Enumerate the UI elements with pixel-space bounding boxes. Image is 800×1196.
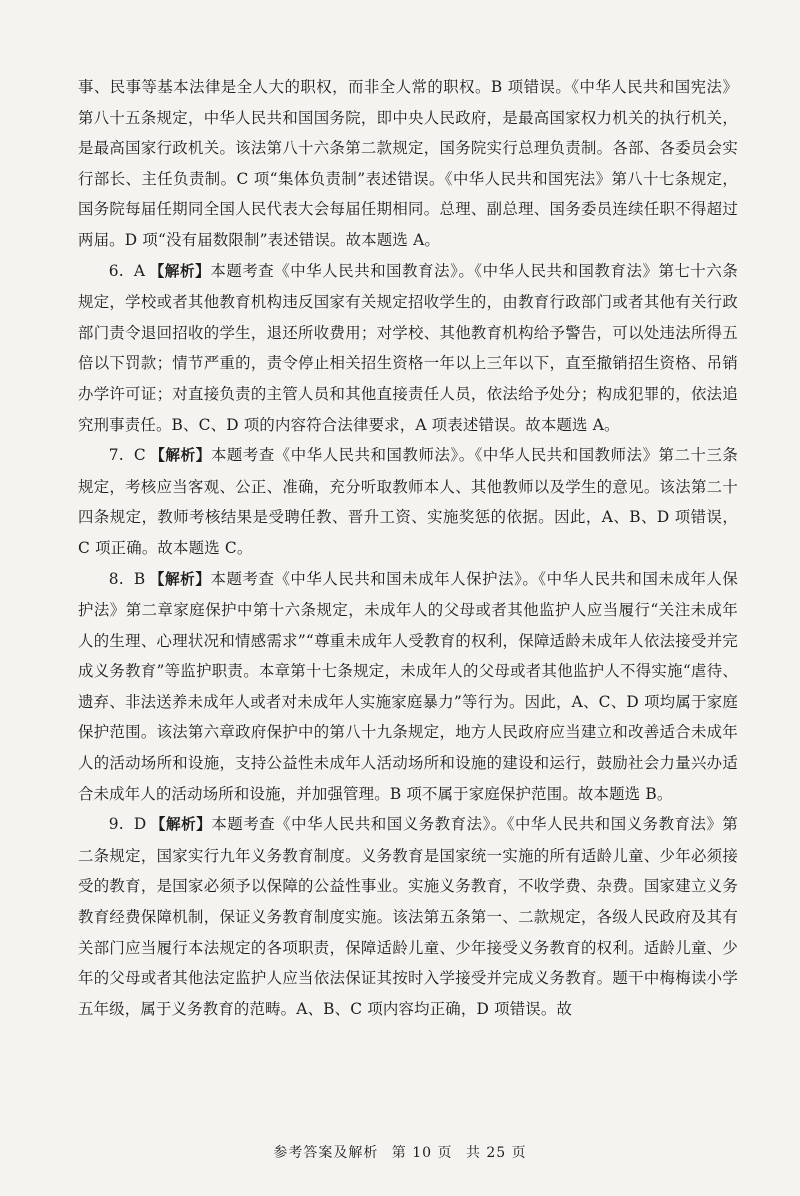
footer-page-number: 第 10 页 bbox=[391, 1145, 453, 1161]
question-number: 7. bbox=[108, 446, 124, 465]
analysis-text: 本题考查《中华人民共和国义务教育法》。《中华人民共和国义务教育法》第二条规定，国家实行九年义务教育制度。义务教育是国家统一实施的所有适龄儿童、少年必须接受的教育，是国家必须予以保障的公益性事业。实施义务教育，不收学费、杂费。国家建立义务教育经费保障机制，保证义务教育制度实施。该法第五条第一、二款规定，各级人民政府及其有关部门应当履行本法规定的各项职责，保障适龄儿童、少年接受义务教育的权利。适龄儿童、少年的父母或者其他法定监护人应当依法保证其按时入学接受并完成义务教育。题干中梅梅读小学五年级，属于义务教育的范畴。A、B、C 项内容均正确，D 项错误。故 bbox=[78, 815, 738, 1018]
analysis-tag: 【解析】 bbox=[149, 262, 211, 280]
analysis-tag: 【解析】 bbox=[149, 570, 211, 588]
footer-total-pages: 共 25 页 bbox=[465, 1145, 527, 1161]
answer-letter: D bbox=[133, 815, 147, 834]
answer-letter: B bbox=[133, 569, 146, 588]
analysis-text: 本题考查《中华人民共和国教育法》。《中华人民共和国教育法》第七十六条规定，学校或者其他教育机构违反国家有关规定招收学生的，由教育行政部门或者其他有关行政部门责令退回招收的学生，退还所收费用；对学校、其他教育机构给予警告，可以处违法所得五倍以下罚款；情节严重的，责令停止相关招生资格一年以上三年以下，直至撤销招生资格、吊销办学许可证；对直接负责的主管人员和其他直接责任人员，依法给予处分；构成犯罪的，依法追究刑事责任。B、C、D 项的内容符合法律要求，A 项表述错误。故本题选 A。 bbox=[78, 261, 738, 434]
page-footer bbox=[0, 1142, 800, 1162]
answer-continuation-paragraph: 事、民事等基本法律是全人大的职权，而非全人常的职权。B 项错误。《中华人民共和国宪法》第八十五条规定，中华人民共和国国务院，即中央人民政府，是最高国家权力机关的执行机关，是最高国家行政机关。该法第八十六条第二款规定，国务院实行总理负责制。各部、各委员会实行部长、主任负责制。C 项“集体负责制”表述错误。《中华人民共和国宪法》第八十七条规定，国务院每届任期同全国人民代表大会每届任期相同。总理、副总理、国务委员连续任职不得超过两届。D 项“没有届数限制”表述错误。故本题选 A。 bbox=[78, 78, 738, 249]
question-number: 9. bbox=[108, 815, 124, 834]
answer-item-8 bbox=[78, 564, 738, 810]
analysis-tag: 【解析】 bbox=[150, 816, 212, 834]
question-number: 8. bbox=[108, 569, 124, 588]
answer-letter: A bbox=[133, 261, 146, 280]
analysis-tag: 【解析】 bbox=[149, 447, 211, 465]
answer-item-9 bbox=[78, 809, 738, 1024]
answer-item-7 bbox=[78, 440, 738, 563]
analysis-text: 本题考查《中华人民共和国未成年人保护法》。《中华人民共和国未成年人保护法》第二章家庭保护中第十六条规定，未成年人的父母或者其他监护人应当履行“关注未成年人的生理、心理状况和情感需求”“尊重未成年人受教育的权利，保障适龄未成年人依法接受并完成义务教育”等监护职责。本章第十七条规定，未成年人的父母或者其他监护人不得实施“虐待、遗弃、非法送养未成年人或者对未成年人实施家庭暴力”等行为。因此，A、C、D 项均属于家庭保护范围。该法第六章政府保护中的第八十九条规定，地方人民政府应当建立和改善适合未成年人的活动场所和设施，支持公益性未成年人活动场所和设施的建设和运行，鼓励社会力量兴办适合未成年人的活动场所和设施，并加强管理。B 项不属于家庭保护范围。故本题选 B。 bbox=[78, 569, 738, 803]
analysis-text: 本题考查《中华人民共和国教师法》。《中华人民共和国教师法》第二十三条规定，考核应当客观、公正、准确，充分听取教师本人、其他教师以及学生的意见。该法第二十四条规定，教师考核结果是受聘任教、晋升工资、实施奖惩的依据。因此，A、B、D 项错误，C 项正确。故本题选 C。 bbox=[78, 446, 738, 557]
question-number: 6. bbox=[108, 261, 124, 280]
footer-title: 参考答案及解析 bbox=[273, 1145, 379, 1161]
answer-item-6 bbox=[78, 256, 738, 441]
answer-letter: C bbox=[133, 446, 146, 465]
